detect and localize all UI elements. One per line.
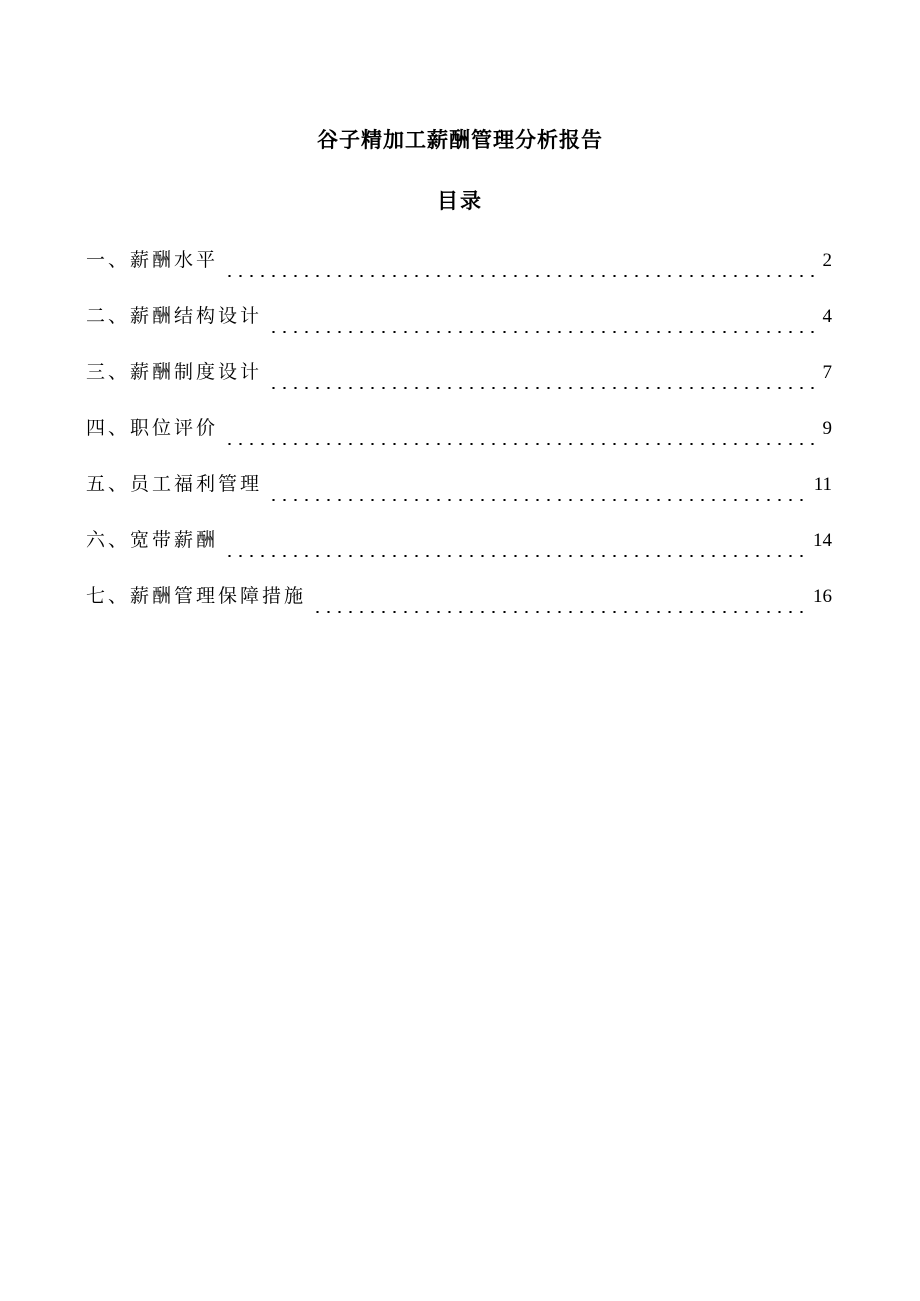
toc-dot-leader [268,387,816,389]
toc-entry-label: 一、薪酬水平 [86,249,219,271]
toc-entry-label: 六、宽带薪酬 [86,529,219,551]
toc-entry-7[interactable] [86,580,832,636]
toc-entry-label: 五、员工福利管理 [86,473,263,495]
toc-entry-6[interactable] [86,524,832,580]
toc-entry-label: 七、薪酬管理保障措施 [86,585,307,607]
toc-dot-leader [224,555,807,557]
toc-entry-page: 16 [813,586,832,607]
toc-heading: 目录 [437,188,483,213]
toc-entry-label: 四、职位评价 [86,417,219,439]
toc-entry-4[interactable] [86,412,832,468]
toc-dot-leader [268,499,808,501]
document-title: 谷子精加工薪酬管理分析报告 [317,127,603,152]
toc-entry-page: 9 [822,418,832,439]
toc-entry-page: 2 [822,250,832,271]
toc-entry-label: 三、薪酬制度设计 [86,361,263,383]
toc-dot-leader [224,275,816,277]
toc-entry-page: 14 [813,530,832,551]
toc-entry-page: 4 [822,306,832,327]
toc-dot-leader [312,611,807,613]
toc-entry-label: 二、薪酬结构设计 [86,305,263,327]
toc-entry-5[interactable] [86,468,832,524]
toc-entry-page: 11 [813,474,832,495]
toc-dot-leader [268,331,816,333]
table-of-contents [86,244,832,636]
toc-entry-page: 7 [822,362,832,383]
toc-entry-1[interactable] [86,244,832,300]
toc-entry-3[interactable] [86,356,832,412]
toc-dot-leader [224,443,816,445]
toc-entry-2[interactable] [86,300,832,356]
